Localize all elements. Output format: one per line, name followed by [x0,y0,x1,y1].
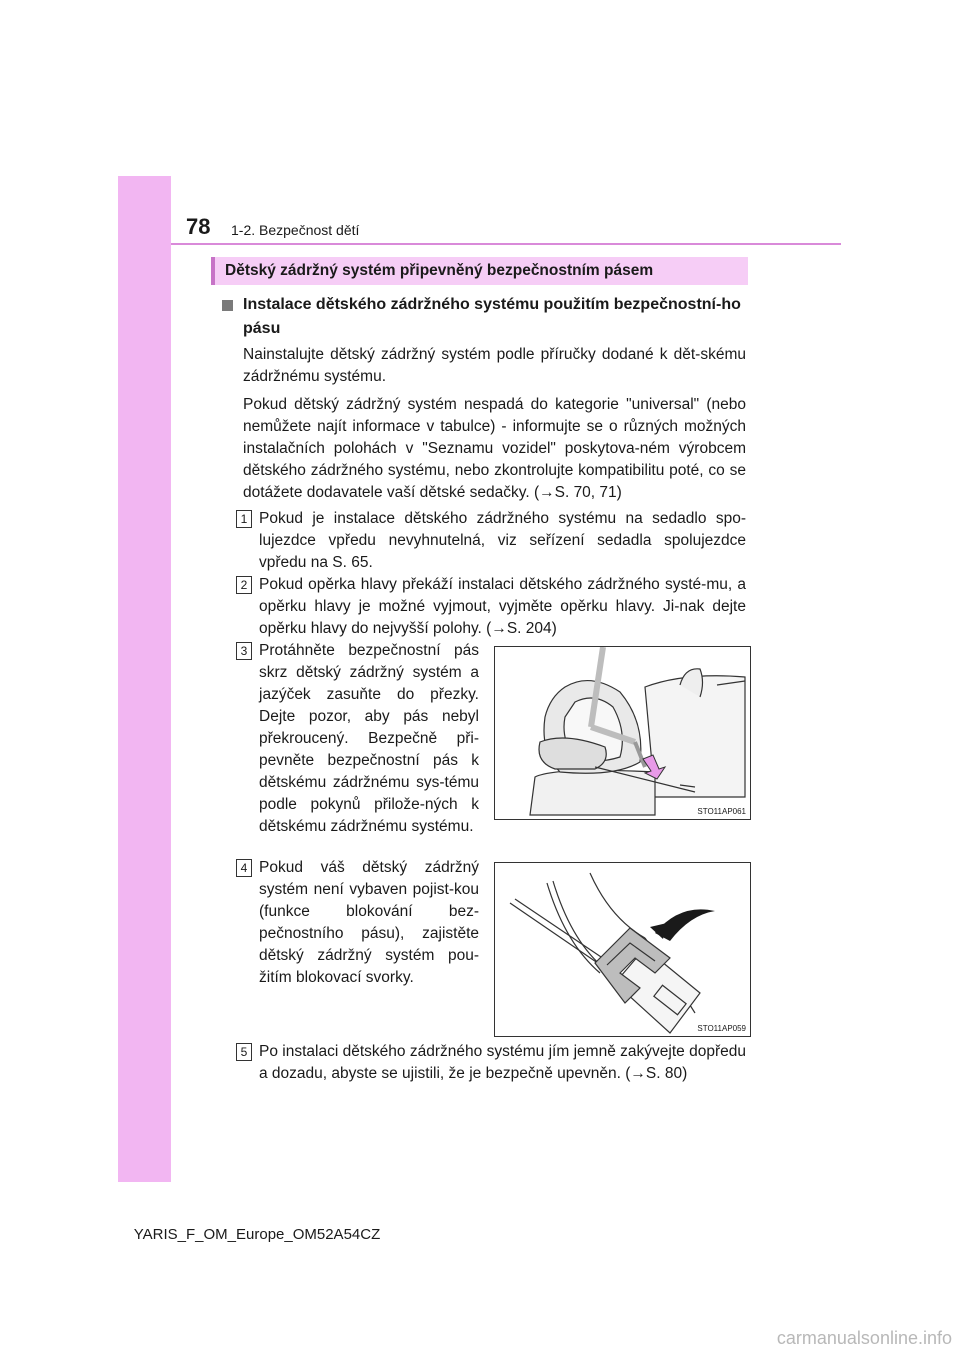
square-bullet-icon [222,300,233,311]
header-rule [171,243,841,245]
page-number: 78 [186,214,211,239]
subheading-text: Instalace dětského zádržného systému použitím bezpečnostní-ho pásu [243,296,741,337]
locking-clip-illustration [495,863,750,1036]
figure-label-2: STO11AP059 [697,1024,746,1033]
step-text-1: Pokud je instalace dětského zádržného systému na sedadlo spo-lujezdce vpředu nevyhnutelná, viz seřízení sedadla spolujezdce vpředu na S. 65. [259,510,746,571]
step-text-3: Protáhněte bezpečnostní pás skrz dětský zádržný systém a jazýček zasuňte do přezky. Dejte pozor, aby pás nebyl překroucený. Bezpečně při-pevněte bezpečnostní pás k dětskému zádržnému sys-tému podle pokynů přilože-ných k dětskému zádržnému systému. [259,642,479,835]
section-heading: Dětský zádržný systém připevněný bezpečnostním pásem [211,257,748,285]
step-text-4: Pokud váš dětský zádržný systém není vybaven pojist-kou (funkce blokování bez-pečnostního pásu), zajistěte dětský zádržný systém pou-žitím blokovací svorky. [259,859,479,986]
figure-label-1: STO11AP061 [697,807,746,816]
watermark: carmanualsonline.info [776,1328,952,1348]
section-title: 1-2. Bezpečnost dětí [231,222,360,238]
step-number-1: 1 [236,510,252,528]
child-seat-illustration [495,647,750,819]
footer-text: YARIS_F_OM_Europe_OM52A54CZ [133,1226,381,1243]
step-number-3: 3 [236,642,252,660]
intro-paragraph-2: Pokud dětský zádržný systém nespadá do kategorie "universal" (nebo nemůžete najít informace v tabulce) - informujte se o různých možných instalačních polohách v "Seznamu vozidel" poskytova-ném výrobcem dětského zádržného systému, nebo zkontrolujte kompatibilitu poté, co se dotážete dodavatele vaší dětské sedačky. (→S. 70, 71) [243,396,746,501]
intro-paragraph-1: Nainstalujte dětský zádržný systém podle příručky dodané k dět-skému zádržnému systému. [243,346,746,385]
subheading [222,293,746,341]
step-text-2: Pokud opěrka hlavy překáží instalaci dětského zádržného systé-mu, a opěrku hlavy je možné vyjmout, vyjměte opěrku hlavy. Ji-nak dejte opěrku hlavy do nejvyšší polohy. (→S. 204) [259,576,746,637]
step-number-2: 2 [236,576,252,594]
chapter-sidebar [118,176,171,1182]
footer [0,1226,960,1243]
step-number-5: 5 [236,1043,252,1061]
figure-locking-clip [494,862,751,1037]
step-number-4: 4 [236,859,252,877]
step-text-5: Po instalaci dětského zádržného systému jím jemně zakývejte dopředu a dozadu, abyste se ujistili, že je bezpečně upevněn. (→S. 80) [259,1043,746,1082]
figure-child-seat-belt [494,646,751,820]
